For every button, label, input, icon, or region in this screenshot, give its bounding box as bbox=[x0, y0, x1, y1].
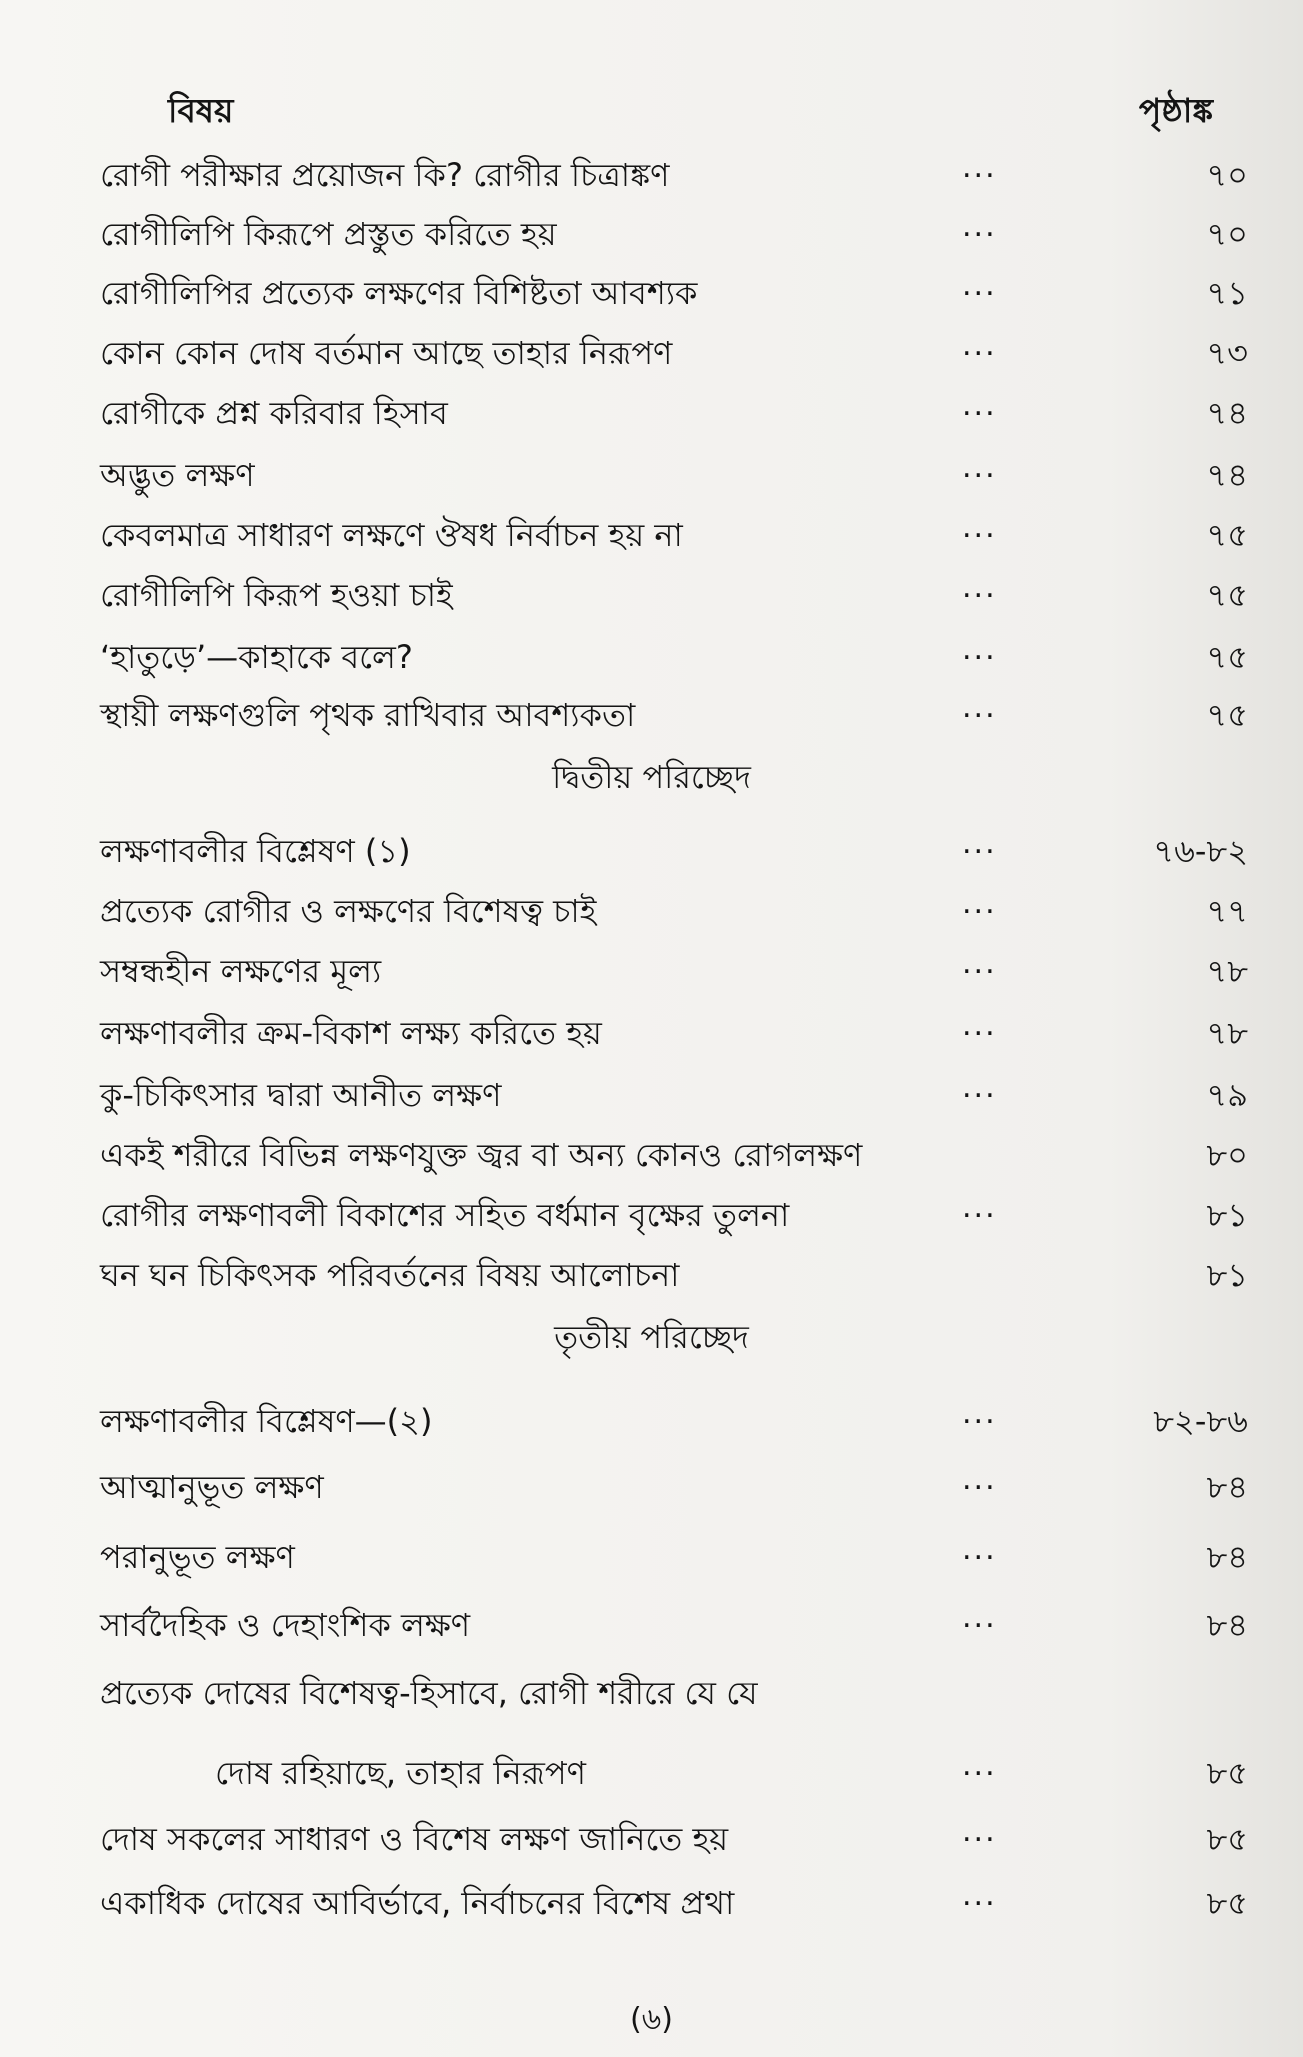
toc-entry-title: রোগীলিপি কিরূপে প্রস্তুত করিতে হয় bbox=[100, 215, 557, 253]
toc-entry-page: ৭৮ bbox=[1206, 952, 1248, 990]
toc-entry-title: একই শরীরে বিভিন্ন লক্ষণযুক্ত জ্বর বা অন্য কোনও রোগলক্ষণ bbox=[100, 1136, 863, 1174]
toc-entry-title: রোগীর লক্ষণাবলী বিকাশের সহিত বর্ধমান বৃক্ষের তুলনা bbox=[100, 1196, 790, 1234]
toc-entry bbox=[0, 1060, 1303, 1120]
toc-entry bbox=[0, 1452, 1303, 1512]
toc-entry-page: ৭৪ bbox=[1206, 456, 1248, 494]
toc-entry-title: সম্বন্ধহীন লক্ষণের মূল্য bbox=[100, 952, 382, 990]
toc-entry bbox=[0, 1522, 1303, 1582]
toc-leader-dots: ... bbox=[962, 388, 997, 423]
toc-entry-title: রোগীকে প্রশ্ন করিবার হিসাব bbox=[100, 394, 448, 432]
toc-entry bbox=[0, 622, 1303, 682]
toc-entry-page: ৭৪ bbox=[1206, 394, 1248, 432]
toc-entry-page: ৮৫ bbox=[1206, 1754, 1248, 1792]
toc-entry bbox=[0, 199, 1303, 259]
toc-leader-dots: ... bbox=[962, 1600, 997, 1635]
toc-entry bbox=[0, 560, 1303, 620]
toc-entry-title: কু-চিকিৎসার দ্বারা আনীত লক্ষণ bbox=[100, 1076, 502, 1114]
toc-entry-page: ৮৪ bbox=[1206, 1538, 1248, 1576]
toc-entry bbox=[0, 1804, 1303, 1864]
toc-entry-title: সার্বদৈহিক ও দেহাংশিক লক্ষণ bbox=[100, 1606, 471, 1644]
toc-entry-page: ৭১ bbox=[1206, 274, 1248, 312]
toc-entry-title: কোন কোন দোষ বর্তমান আছে তাহার নিরূপণ bbox=[100, 334, 673, 372]
toc-entry-page: ৮৫ bbox=[1206, 1820, 1248, 1858]
toc-entry-title: ঘন ঘন চিকিৎসক পরিবর্তনের বিষয় আলোচনা bbox=[100, 1256, 680, 1294]
toc-entry-page: ৭৫ bbox=[1206, 516, 1248, 554]
toc-entry-title: দোষ রহিয়াছে, তাহার নিরূপণ bbox=[215, 1754, 586, 1792]
toc-entry-page: ৮১ bbox=[1206, 1196, 1248, 1234]
toc-leader-dots: ... bbox=[962, 1878, 997, 1913]
toc-entry-title: প্রত্যেক রোগীর ও লক্ষণের বিশেষত্ব চাই bbox=[100, 892, 597, 930]
toc-entry-page: ৭৫ bbox=[1206, 638, 1248, 676]
toc-entry-title: লক্ষণাবলীর বিশ্লেষণ—(২) bbox=[100, 1402, 433, 1440]
toc-entry-title: ‘হাতুড়ে’—কাহাকে বলে? bbox=[100, 638, 413, 676]
toc-entry-title: একাধিক দোষের আবির্ভাবে, নির্বাচনের বিশেষ প্রথা bbox=[100, 1884, 735, 1922]
toc-entry bbox=[0, 876, 1303, 936]
toc-entry-title: রোগী পরীক্ষার প্রয়োজন কি? রোগীর চিত্রাঙ্কণ bbox=[100, 156, 670, 194]
toc-leader-dots: ... bbox=[962, 328, 997, 363]
toc-entry-page: ৭০ bbox=[1206, 156, 1248, 194]
toc-entry bbox=[0, 1240, 1303, 1300]
toc-entry-title: কেবলমাত্র সাধারণ লক্ষণে ঔষধ নির্বাচন হয় না bbox=[100, 516, 683, 554]
toc-entry-page: ৭৫ bbox=[1206, 696, 1248, 734]
toc-entry bbox=[0, 1180, 1303, 1240]
toc-entry bbox=[0, 500, 1303, 560]
toc-entry bbox=[0, 998, 1303, 1058]
toc-leader-dots: ... bbox=[962, 632, 997, 667]
toc-entry-title: অদ্ভুত লক্ষণ bbox=[100, 456, 255, 494]
toc-entry bbox=[0, 1868, 1303, 1928]
toc-entry bbox=[0, 816, 1303, 876]
chapter-heading-2: দ্বিতীয় পরিচ্ছেদ bbox=[552, 758, 751, 796]
toc-entry bbox=[0, 1386, 1303, 1446]
toc-leader-dots: ... bbox=[962, 690, 997, 725]
toc-leader-dots: ... bbox=[962, 510, 997, 545]
toc-entry-title: দোষ সকলের সাধারণ ও বিশেষ লক্ষণ জানিতে হয় bbox=[100, 1820, 729, 1858]
toc-leader-dots: ... bbox=[962, 1462, 997, 1497]
toc-entry-page: ৮৫ bbox=[1206, 1884, 1248, 1922]
toc-leader-dots: ... bbox=[962, 1070, 997, 1105]
toc-entry-title: লক্ষণাবলীর বিশ্লেষণ (১) bbox=[100, 832, 411, 870]
toc-entry-page: ৭৩ bbox=[1206, 334, 1248, 372]
toc-entry-page: ৭৫ bbox=[1206, 576, 1248, 614]
toc-entry-title: লক্ষণাবলীর ক্রম-বিকাশ লক্ষ্য করিতে হয় bbox=[100, 1014, 602, 1052]
toc-leader-dots: ... bbox=[962, 1396, 997, 1431]
toc-entry-title: স্থায়ী লক্ষণগুলি পৃথক রাখিবার আবশ্যকতা bbox=[100, 696, 636, 734]
toc-entry bbox=[0, 680, 1303, 740]
toc-entry bbox=[0, 140, 1303, 200]
toc-leader-dots: ... bbox=[962, 150, 997, 185]
toc-entry-page: ৮৪ bbox=[1206, 1606, 1248, 1644]
toc-leader-dots: ... bbox=[962, 570, 997, 605]
chapter-heading-3: তৃতীয় পরিচ্ছেদ bbox=[554, 1318, 749, 1356]
toc-leader-dots: ... bbox=[962, 1190, 997, 1225]
toc-entry-title: রোগীলিপি কিরূপ হওয়া চাই bbox=[100, 576, 453, 614]
toc-leader-dots: ... bbox=[962, 209, 997, 244]
toc-entry-title: আত্মানুভূত লক্ষণ bbox=[100, 1468, 324, 1506]
toc-entry bbox=[0, 1738, 1303, 1798]
toc-entry-title: রোগীলিপির প্রত্যেক লক্ষণের বিশিষ্টতা আবশ্যক bbox=[100, 274, 698, 312]
toc-leader-dots: ... bbox=[962, 1008, 997, 1043]
toc-entry-page: ৮০ bbox=[1206, 1136, 1248, 1174]
toc-leader-dots: ... bbox=[962, 450, 997, 485]
toc-leader-dots: ... bbox=[962, 1748, 997, 1783]
toc-leader-dots: ... bbox=[962, 1814, 997, 1849]
toc-entry bbox=[0, 378, 1303, 438]
toc-entry-page: ৮৪ bbox=[1206, 1468, 1248, 1506]
toc-entry-page: ৭৯ bbox=[1206, 1076, 1248, 1114]
toc-entry-page: ৮১ bbox=[1206, 1256, 1248, 1294]
toc-leader-dots: ... bbox=[962, 268, 997, 303]
toc-entry bbox=[0, 1120, 1303, 1180]
toc-entry bbox=[0, 440, 1303, 500]
toc-entry bbox=[0, 258, 1303, 318]
toc-entry-page: ৭৭ bbox=[1206, 892, 1248, 930]
toc-entry-title: পরানুভূত লক্ষণ bbox=[100, 1538, 295, 1576]
toc-leader-dots: ... bbox=[962, 826, 997, 861]
toc-leader-dots: ... bbox=[962, 886, 997, 921]
toc-leader-dots: ... bbox=[962, 946, 997, 981]
toc-entry bbox=[0, 318, 1303, 378]
toc-entry bbox=[0, 1658, 1303, 1718]
toc-entry-page: ৭৬-৮২ bbox=[1153, 832, 1248, 870]
toc-entry-page: ৭৮ bbox=[1206, 1014, 1248, 1052]
toc-leader-dots: ... bbox=[962, 1532, 997, 1567]
topic-column-header: বিষয় bbox=[168, 91, 234, 130]
page-column-header: পৃষ্ঠাঙ্ক bbox=[1138, 91, 1213, 130]
toc-entry-page: ৮২-৮৬ bbox=[1153, 1402, 1248, 1440]
toc-entry-page: ৭০ bbox=[1206, 215, 1248, 253]
toc-entry-title: প্রত্যেক দোষের বিশেষত্ব-হিসাবে, রোগী শরীরে যে যে bbox=[100, 1674, 758, 1712]
toc-entry bbox=[0, 1590, 1303, 1650]
page-footer-number: (৬) bbox=[630, 2002, 673, 2037]
toc-entry bbox=[0, 936, 1303, 996]
